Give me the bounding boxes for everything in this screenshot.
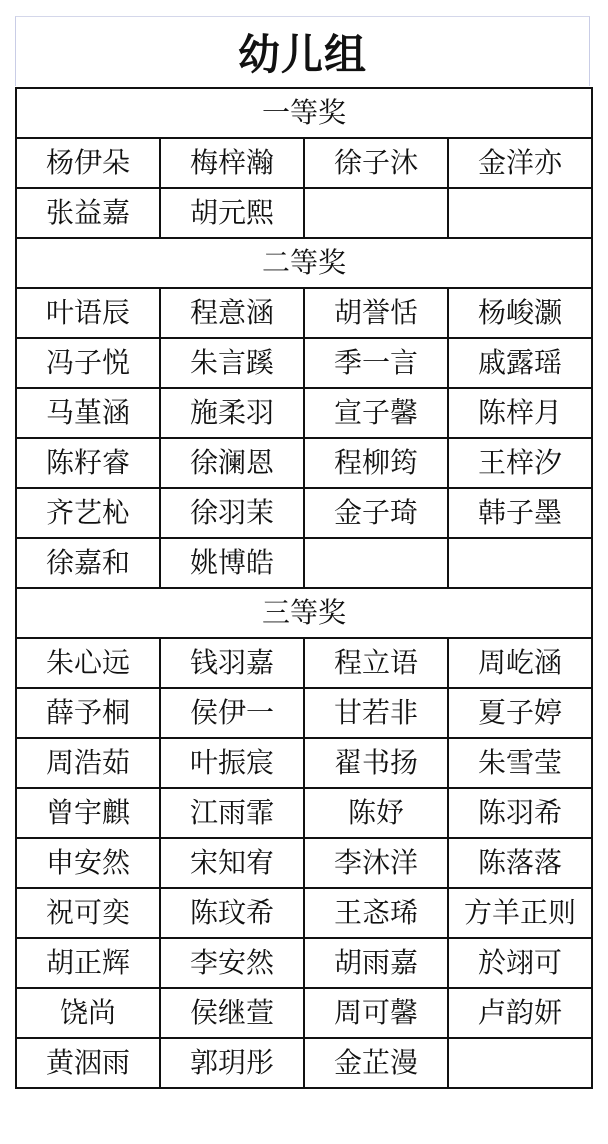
section-heading: 三等奖 bbox=[16, 588, 592, 638]
name-cell: 侯伊一 bbox=[160, 688, 304, 738]
table-row bbox=[16, 988, 592, 1038]
name-cell: 陈梓月 bbox=[448, 388, 592, 438]
name-cell: 梅梓瀚 bbox=[160, 138, 304, 188]
name-cell: 胡元熙 bbox=[160, 188, 304, 238]
table-row bbox=[16, 538, 592, 588]
table-row bbox=[16, 338, 592, 388]
name-cell: 张益嘉 bbox=[16, 188, 160, 238]
awards-table-body bbox=[16, 88, 592, 1088]
name-cell: 夏子婷 bbox=[448, 688, 592, 738]
name-cell: 申安然 bbox=[16, 838, 160, 888]
page-title-box bbox=[15, 16, 590, 86]
name-cell: 徐羽茉 bbox=[160, 488, 304, 538]
name-cell: 於翊可 bbox=[448, 938, 592, 988]
name-cell: 徐子沐 bbox=[304, 138, 448, 188]
name-cell: 叶语辰 bbox=[16, 288, 160, 338]
empty-cell bbox=[304, 538, 448, 588]
empty-cell bbox=[304, 188, 448, 238]
empty-cell bbox=[448, 1038, 592, 1088]
name-cell: 江雨霏 bbox=[160, 788, 304, 838]
name-cell: 周可馨 bbox=[304, 988, 448, 1038]
name-cell: 戚露瑶 bbox=[448, 338, 592, 388]
section-heading: 一等奖 bbox=[16, 88, 592, 138]
table-row bbox=[16, 388, 592, 438]
name-cell: 李安然 bbox=[160, 938, 304, 988]
name-cell: 曾宇麒 bbox=[16, 788, 160, 838]
name-cell: 叶振宸 bbox=[160, 738, 304, 788]
table-row bbox=[16, 838, 592, 888]
table-row bbox=[16, 788, 592, 838]
section-heading: 二等奖 bbox=[16, 238, 592, 288]
name-cell: 宋知宥 bbox=[160, 838, 304, 888]
name-cell: 王忞琋 bbox=[304, 888, 448, 938]
empty-cell bbox=[448, 188, 592, 238]
name-cell: 姚博皓 bbox=[160, 538, 304, 588]
name-cell: 翟书扬 bbox=[304, 738, 448, 788]
name-cell: 薛予桐 bbox=[16, 688, 160, 738]
name-cell: 杨伊朵 bbox=[16, 138, 160, 188]
name-cell: 侯继萱 bbox=[160, 988, 304, 1038]
name-cell: 金芷漫 bbox=[304, 1038, 448, 1088]
name-cell: 甘若非 bbox=[304, 688, 448, 738]
table-row bbox=[16, 488, 592, 538]
table-row bbox=[16, 938, 592, 988]
name-cell: 韩子墨 bbox=[448, 488, 592, 538]
table-row bbox=[16, 288, 592, 338]
table-row bbox=[16, 1038, 592, 1088]
section-heading-row bbox=[16, 238, 592, 288]
name-cell: 朱心远 bbox=[16, 638, 160, 688]
name-cell: 陈羽希 bbox=[448, 788, 592, 838]
name-cell: 季一言 bbox=[304, 338, 448, 388]
name-cell: 杨峻灏 bbox=[448, 288, 592, 338]
name-cell: 卢韵妍 bbox=[448, 988, 592, 1038]
table-row bbox=[16, 188, 592, 238]
name-cell: 徐嘉和 bbox=[16, 538, 160, 588]
name-cell: 饶尚 bbox=[16, 988, 160, 1038]
table-row bbox=[16, 688, 592, 738]
table-row bbox=[16, 138, 592, 188]
name-cell: 李沐洋 bbox=[304, 838, 448, 888]
name-cell: 施柔羽 bbox=[160, 388, 304, 438]
name-cell: 钱羽嘉 bbox=[160, 638, 304, 688]
name-cell: 金洋亦 bbox=[448, 138, 592, 188]
name-cell: 胡正辉 bbox=[16, 938, 160, 988]
name-cell: 马堇涵 bbox=[16, 388, 160, 438]
name-cell: 胡雨嘉 bbox=[304, 938, 448, 988]
table-row bbox=[16, 738, 592, 788]
name-cell: 程柳筠 bbox=[304, 438, 448, 488]
name-cell: 齐艺杺 bbox=[16, 488, 160, 538]
name-cell: 程意涵 bbox=[160, 288, 304, 338]
name-cell: 王梓汐 bbox=[448, 438, 592, 488]
name-cell: 方羊正则 bbox=[448, 888, 592, 938]
section-heading-row bbox=[16, 588, 592, 638]
table-row bbox=[16, 888, 592, 938]
name-cell: 胡誉恬 bbox=[304, 288, 448, 338]
name-cell: 冯子悦 bbox=[16, 338, 160, 388]
section-heading-row bbox=[16, 88, 592, 138]
name-cell: 陈籽睿 bbox=[16, 438, 160, 488]
name-cell: 郭玥彤 bbox=[160, 1038, 304, 1088]
empty-cell bbox=[448, 538, 592, 588]
name-cell: 陈玟希 bbox=[160, 888, 304, 938]
name-cell: 祝可奕 bbox=[16, 888, 160, 938]
table-row bbox=[16, 438, 592, 488]
name-cell: 程立语 bbox=[304, 638, 448, 688]
name-cell: 陈落落 bbox=[448, 838, 592, 888]
name-cell: 黄洇雨 bbox=[16, 1038, 160, 1088]
awards-table bbox=[15, 87, 593, 1089]
name-cell: 朱雪莹 bbox=[448, 738, 592, 788]
name-cell: 周屹涵 bbox=[448, 638, 592, 688]
name-cell: 陈妤 bbox=[304, 788, 448, 838]
name-cell: 徐澜恩 bbox=[160, 438, 304, 488]
name-cell: 金子琦 bbox=[304, 488, 448, 538]
name-cell: 朱言蹊 bbox=[160, 338, 304, 388]
name-cell: 周浩茹 bbox=[16, 738, 160, 788]
table-row bbox=[16, 638, 592, 688]
name-cell: 宣子馨 bbox=[304, 388, 448, 438]
page-title: 幼儿组 bbox=[237, 29, 367, 79]
